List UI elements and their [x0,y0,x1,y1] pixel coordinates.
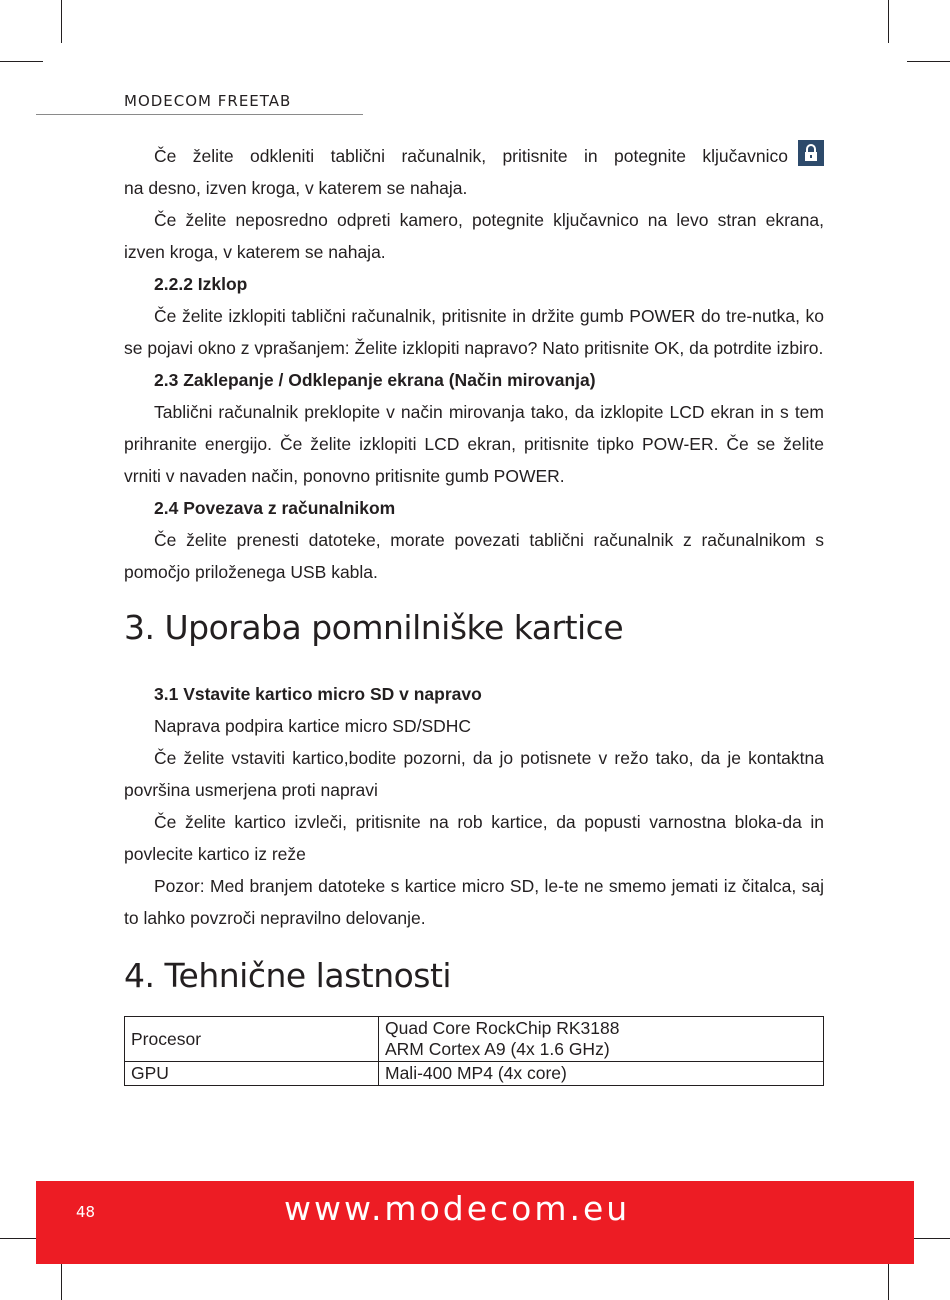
running-header [36,86,363,115]
spec-table [124,1016,824,1086]
table-cell-key: GPU [125,1062,379,1086]
paragraph-sd-support: Naprava podpira kartice micro SD/SDHC [154,716,472,736]
page-number: 48 [76,1203,96,1221]
crop-mark [0,61,43,62]
paragraph-unlock-text: Če želite odkleniti tablični računalnik, pritisnite in potegnite ključavnico [154,146,788,166]
website-url: www.modecom.eu [284,1189,631,1228]
footer-bar [36,1181,914,1264]
heading-2-4: 2.4 Povezava z računalnikom [154,498,396,518]
heading-2-3: 2.3 Zaklepanje / Odklepanje ekrana (Način mirovanja) [154,370,596,390]
crop-mark [888,0,889,43]
page-content [124,140,824,1086]
heading-3-1: 3.1 Vstavite kartico micro SD v napravo [154,684,482,704]
paragraph-unlock [124,140,824,172]
heading-2-2-2: 2.2.2 Izklop [154,274,248,294]
table-cell-key: Procesor [125,1017,379,1062]
heading-3: 3. Uporaba pomnilniške kartice [124,608,624,647]
table-cell-value: Mali-400 MP4 (4x core) [379,1062,824,1086]
paragraph-connect: Če želite prenesti datoteke, morate povezati tablični računalnik z računalnikom s pomočjo priloženega USB kabla. [124,530,824,582]
paragraph-sd-remove: Če želite kartico izvleči, pritisnite na rob kartice, da popusti varnostna bloka-da in povlecite kartico iz reže [124,812,824,864]
paragraph-sd-warning: Pozor: Med branjem datoteke s kartice micro SD, le-te ne smemo jemati iz čitalca, saj to lahko povzroči nepravilno delovanje. [124,876,824,928]
paragraph-camera: Če želite neposredno odpreti kamero, potegnite ključavnico na levo stran ekrana, izven kroga, v katerem se nahaja. [124,210,824,262]
paragraph-poweroff: Če želite izklopiti tablični računalnik, pritisnite in držite gumb POWER do tre-nutka, ko se pojavi okno z vprašanjem: Želite izklopiti napravo? Nato pritisnite OK, da potrdite izbiro. [124,306,824,358]
lock-icon [798,140,824,166]
table-cell-value [379,1017,824,1062]
paragraph-sleep: Tablični računalnik preklopite v način mirovanja tako, da izklopite LCD ekran in s tem prihranite energijo. Če želite izklopiti LCD ekran, pritisnite tipko POW-ER. Če se želite vrniti v navaden način, ponovno pritisnite gumb POWER. [124,402,824,486]
table-cell-value-line: ARM Cortex A9 (4x 1.6 GHz) [385,1039,610,1059]
table-cell-value-line: Quad Core RockChip RK3188 [385,1018,620,1038]
heading-4: 4. Tehnične lastnosti [124,956,452,995]
paragraph-unlock-cont: na desno, izven kroga, v katerem se nahaja. [124,178,468,198]
table-row [125,1017,824,1062]
paragraph-sd-insert: Če želite vstaviti kartico,bodite pozorni, da jo potisnete v režo tako, da je kontaktna površina usmerjena proti napravi [124,748,824,800]
table-row [125,1062,824,1086]
crop-mark [907,61,950,62]
crop-mark [61,0,62,43]
header-title: MODECOM FREETAB [124,92,292,110]
